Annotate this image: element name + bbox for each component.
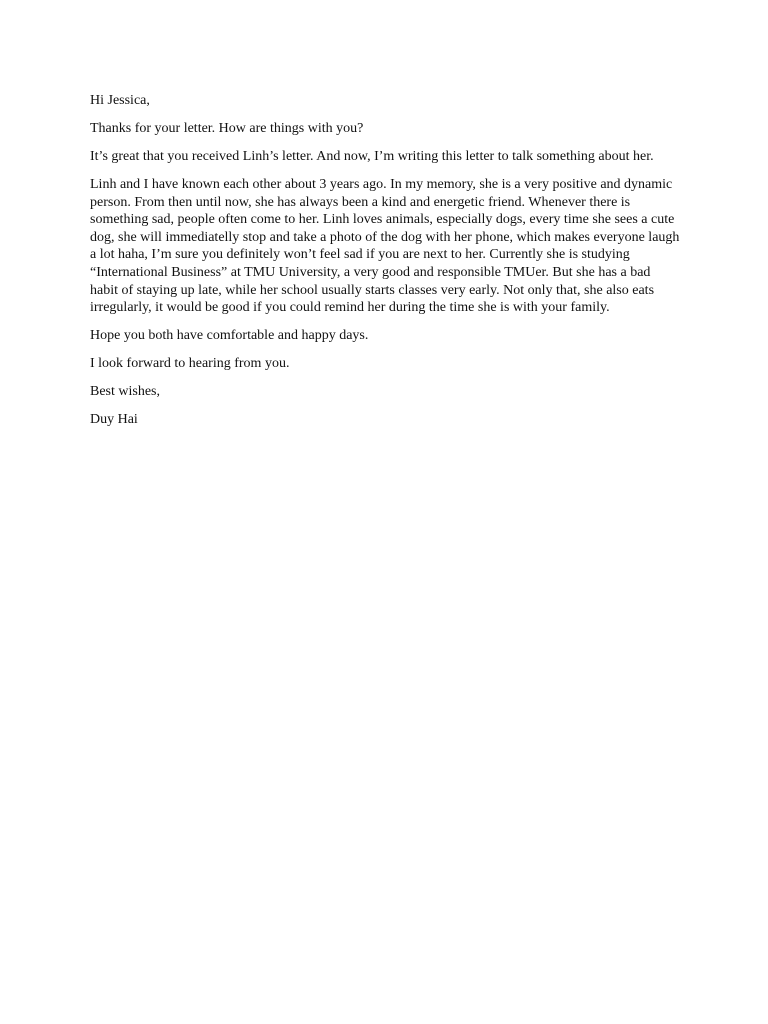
- letter-paragraph-4: Hope you both have comfortable and happy days.: [90, 328, 369, 344]
- letter-signature: Duy Hai: [90, 412, 138, 428]
- letter-closing: Best wishes,: [90, 384, 160, 400]
- letter-greeting: Hi Jessica,: [90, 93, 150, 108]
- letter-paragraph-3: Linh and I have known each other about 3 years ago. In my memory, she is a very positive and dynamic person. From then until now, she has always been a kind and energetic friend. Whenever there is something sad, people often come to her. Linh loves animals, especially dogs, every time she sees a cute dog, she will immediatelly stop and take a photo of the dog with her phone, which makes everyone laugh a lot haha, I’m sure you definitely won’t feel sad if you are next to her. Currently she is studying “International Business” at TMU University, a very good and responsible TMUer. But she has a bad habit of staying up late, while her school usually starts classes very early. Not only that, she also eats irregularly, it would be good if you could remind her during the time she is with your family.: [90, 176, 680, 316]
- letter-paragraph-2: It’s great that you received Linh’s letter. And now, I’m writing this letter to talk something about her.: [90, 148, 654, 164]
- letter-body: [90, 92, 680, 439]
- letter-paragraph-1: Thanks for your letter. How are things with you?: [90, 120, 364, 136]
- letter-paragraph-5: I look forward to hearing from you.: [90, 356, 290, 372]
